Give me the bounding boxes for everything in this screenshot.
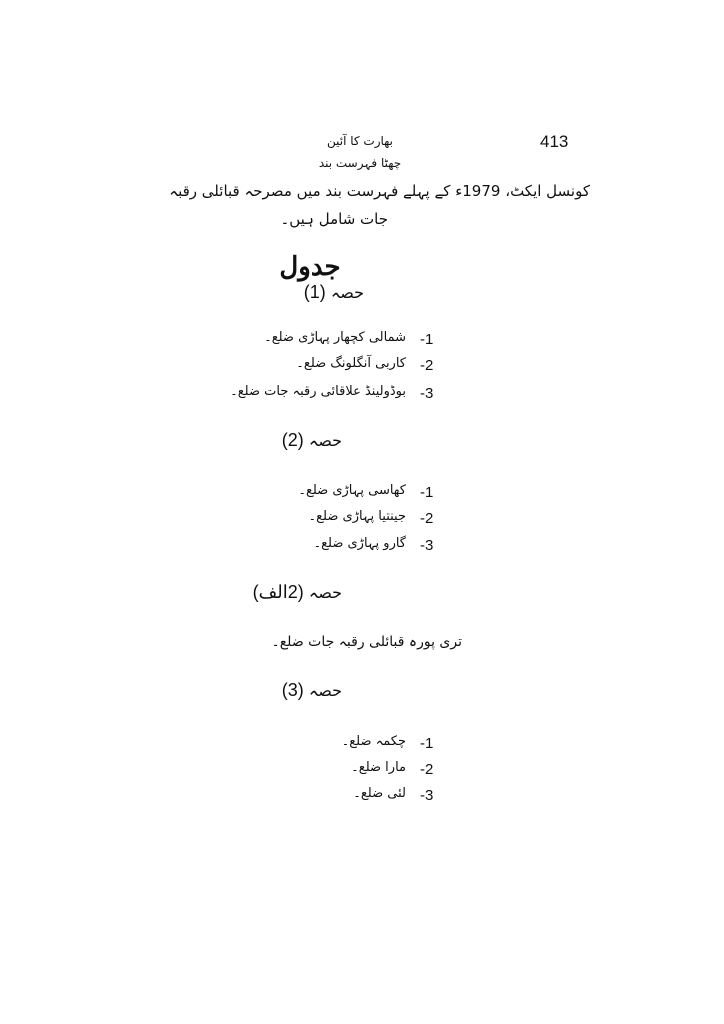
intro-line-2: جات شامل ہیں۔ <box>280 210 388 228</box>
part-heading-word: حصہ <box>308 681 342 700</box>
part-1-item-3-text: بوڈولینڈ علاقائی رقبہ جات ضلع۔ <box>230 384 406 399</box>
part-heading-word: حصہ <box>308 583 342 602</box>
running-header-subtitle: چھٹا فہرست بند <box>318 156 402 170</box>
part-1-item-2-text: کاربی آنگلونگ ضلع۔ <box>296 356 406 371</box>
part-heading-word: حصہ <box>308 431 342 450</box>
running-header-title: بھارت کا آئین <box>326 134 394 148</box>
part-2-item-1-number: -1 <box>420 484 434 501</box>
part-heading-number: (3) <box>281 680 304 700</box>
part-heading-number: (2الف) <box>252 582 304 602</box>
part-2a-heading <box>253 582 342 603</box>
part-1-item-3-number: -3 <box>420 385 434 402</box>
part-3-item-1-text: چکمہ ضلع۔ <box>341 734 406 749</box>
part-heading-number: (2) <box>281 430 304 450</box>
part-2-item-3-text: گارو پہاڑی ضلع۔ <box>313 536 406 551</box>
part-2-heading <box>282 430 342 451</box>
intro-line-1: کونسل ایکٹ، 1979ء کے پہلے فہرست بند میں مصرحہ قبائلی رقبہ <box>169 182 590 200</box>
part-heading-number: (1) <box>303 282 326 302</box>
table-title: جدول <box>279 252 341 282</box>
page-number: 413 <box>540 132 569 151</box>
part-3-item-2-text: مارا ضلع۔ <box>351 760 406 775</box>
part-3-item-1-number: -1 <box>420 735 434 752</box>
part-1-item-1-text: شمالی کچھار پہاڑی ضلع۔ <box>264 330 406 345</box>
part-2-item-2-text: جینتیا پہاڑی ضلع۔ <box>308 509 406 524</box>
part-3-item-3-number: -3 <box>420 787 434 804</box>
part-3-item-2-number: -2 <box>420 761 434 778</box>
part-2-item-3-number: -3 <box>420 537 434 554</box>
part-1-item-1-number: -1 <box>420 331 434 348</box>
part-2-item-1-text: کھاسی پہاڑی ضلع۔ <box>298 483 406 498</box>
part-3-item-3-text: لئی ضلع۔ <box>353 786 406 801</box>
part-3-heading <box>282 680 342 701</box>
part-2-item-2-number: -2 <box>420 510 434 527</box>
part-1-heading <box>304 282 364 303</box>
part-1-item-2-number: -2 <box>420 357 434 374</box>
part-heading-word: حصہ <box>330 283 364 302</box>
part-2a-text: تری پورہ قبائلی رقبہ جات ضلع۔ <box>271 634 462 650</box>
